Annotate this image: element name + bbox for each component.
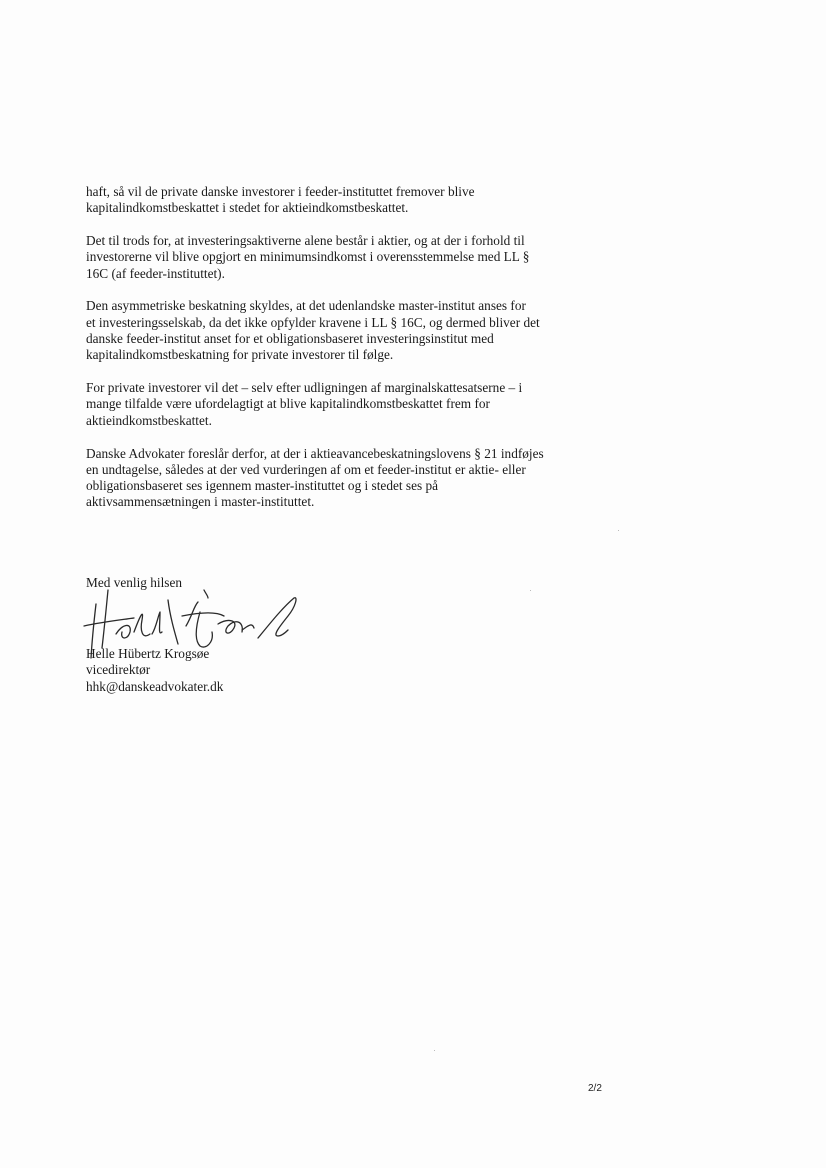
- letter-body: [86, 184, 586, 527]
- scan-speck: [434, 1050, 435, 1051]
- scan-speck: [618, 530, 619, 531]
- closing-greeting: Med venlig hilsen: [86, 575, 183, 590]
- paragraph-4: For private investorer vil det – selv efter udligningen af marginalskattesatserne – i mange tilfalde være ufordelagtigt at blive kapitalindkomstbeskattet frem for aktieindkomstbeskattet.: [86, 380, 523, 428]
- paragraph-2: Det til trods for, at investeringsaktiverne alene består i aktier, og at der i forhold til investorerne vil blive opgjort en minimumsindkomst i overensstemmelse med LL § 16C (af feeder-instituttet).: [86, 233, 530, 281]
- signer-block: [86, 646, 386, 695]
- page-number: 2/2: [588, 1083, 602, 1094]
- paragraph-5: Danske Advokater foreslår derfor, at der i aktieavancebeskatningslovens § 21 indføjes en undtagelse, således at der ved vurderingen af om et feeder-institut er aktie- eller obligationsbaseret ses igennem master-instituttet og i stedet ses på aktivsammensætningen i master-instituttet.: [86, 445, 544, 510]
- paragraph-1: haft, så vil de private danske investorer i feeder-instituttet fremover blive kapitalindkomstbeskattet i stedet for aktieindkomstbeskattet.: [86, 184, 475, 216]
- signer-title: vicedirektør: [86, 662, 151, 678]
- signer-email: hhk@danskeadvokater.dk: [86, 678, 224, 694]
- scan-speck: [530, 590, 531, 591]
- signer-name: Helle Hübertz Krogsøe: [86, 646, 210, 661]
- paragraph-3: Den asymmetriske beskatning skyldes, at det udenlandske master-institut anses for et investeringsselskab, da det ikke opfylder kravene i LL § 16C, og dermed bliver det danske feeder-institut anset for et obligationsbaseret investeringsinstitut med kapitalindkomstbeskatning for private investorer til følge.: [86, 298, 540, 363]
